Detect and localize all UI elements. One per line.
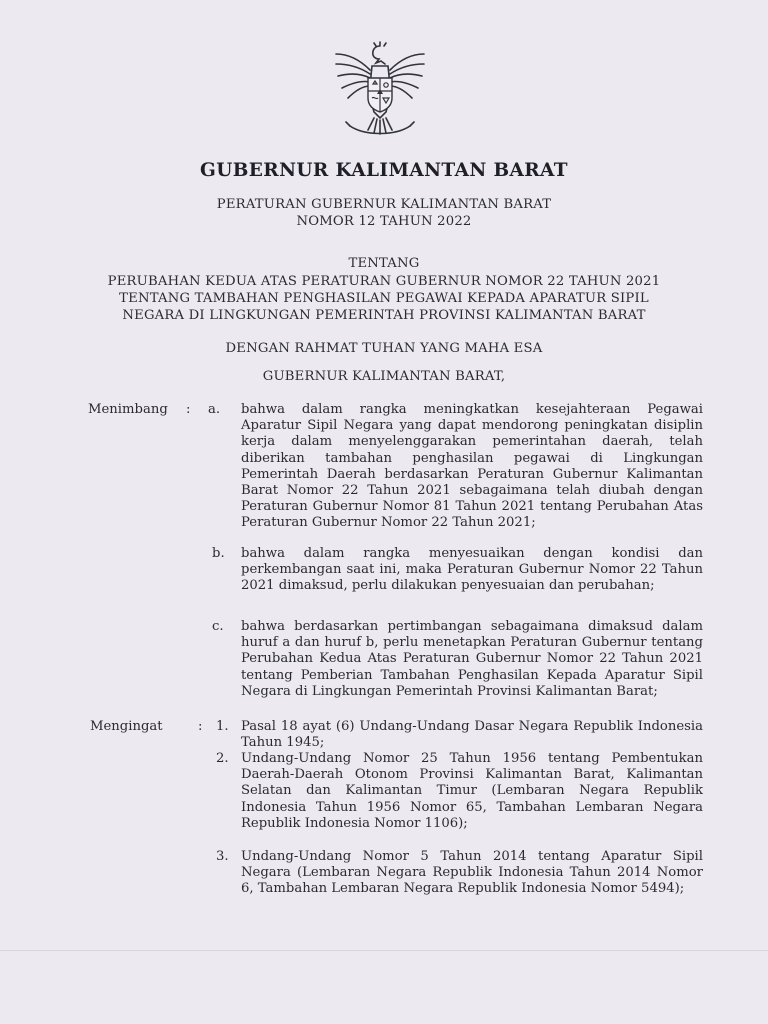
mengingat-marker-3: 3. — [216, 849, 229, 864]
issuer-line: GUBERNUR KALIMANTAN BARAT, — [262, 369, 506, 384]
garuda-emblem-icon — [330, 40, 430, 140]
menimbang-item-c: bahwa berdasarkan pertimbangan sebagaimana dimaksud dalam huruf a dan huruf b, perlu menetapkan Peraturan Gubernur tentang Perubahan Kedua Atas Peraturan Gubernur Nomor 22 Tahun 2021 tentang Pemberian Tambahan Penghasilan Kepada Aparatur Sipil Negara di Lingkungan Pemerintah Provinsi Kalimantan Barat; — [241, 619, 703, 699]
menimbang-marker-b: b. — [212, 546, 225, 561]
regulation-number: NOMOR 12 TAHUN 2022 — [296, 214, 472, 229]
regulation-heading — [0, 196, 768, 230]
menimbang-colon: : — [186, 402, 191, 417]
menimbang-marker-c: c. — [212, 619, 224, 634]
tentang-label: TENTANG — [348, 256, 420, 271]
blessing-line: DENGAN RAHMAT TUHAN YANG MAHA ESA — [225, 341, 543, 356]
menimbang-marker-a: a. — [208, 402, 221, 417]
menimbang-label: Menimbang — [88, 402, 168, 417]
subject-line: TENTANG TAMBAHAN PENGHASILAN PEGAWAI KEPADA APARATUR SIPIL — [119, 291, 649, 306]
menimbang-item-b: bahwa dalam rangka menyesuaikan dengan kondisi dan perkembangan saat ini, maka Peraturan Gubernur Nomor 22 Tahun 2021 dimaksud, perlu dilakukan penyesuaian dan perubahan; — [241, 546, 703, 594]
mengingat-label: Mengingat — [90, 719, 163, 734]
page-edge-divider — [0, 950, 768, 951]
mengingat-marker-1: 1. — [216, 719, 229, 734]
menimbang-item-a: bahwa dalam rangka meningkatkan kesejahteraan Pegawai Aparatur Sipil Negara yang dapat mendorong peningkatan disiplin kerja dalam menyelenggarakan pemerintahan daerah, telah diberikan tambahan penghasilan pegawai di Lingkungan Pemerintah Daerah berdasarkan Peraturan Gubernur Kalimantan Barat Nomor 22 Tahun 2021 sebagaimana telah diubah dengan Peraturan Gubernur Nomor 81 Tahun 2021 tentang Perubahan Atas Peraturan Gubernur Nomor 22 Tahun 2021; — [241, 402, 703, 531]
regulation-subject — [0, 273, 768, 324]
mengingat-colon: : — [198, 719, 203, 734]
mengingat-item-2: Undang-Undang Nomor 25 Tahun 1956 tentang Pembentukan Daerah-Daerah Otonom Provinsi Kalimantan Barat, Kalimantan Selatan dan Kalimantan Timur (Lembaran Negara Republik Indonesia Tahun 1956 Nomor 65, Tambahan Lembaran Negara Republik Indonesia Nomor 1106); — [241, 751, 703, 831]
subject-line: PERUBAHAN KEDUA ATAS PERATURAN GUBERNUR NOMOR 22 TAHUN 2021 — [107, 274, 661, 289]
regulation-name: PERATURAN GUBERNUR KALIMANTAN BARAT — [216, 197, 552, 212]
mengingat-item-3: Undang-Undang Nomor 5 Tahun 2014 tentang Aparatur Sipil Negara (Lembaran Negara Republik Indonesia Tahun 2014 Nomor 6, Tambahan Lembaran Negara Republik Indonesia Nomor 5494); — [241, 849, 703, 897]
authority-title: GUBERNUR KALIMANTAN BARAT — [200, 160, 568, 181]
mengingat-item-1: Pasal 18 ayat (6) Undang-Undang Dasar Negara Republik Indonesia Tahun 1945; — [241, 719, 703, 751]
mengingat-marker-2: 2. — [216, 751, 229, 766]
subject-line: NEGARA DI LINGKUNGAN PEMERINTAH PROVINSI KALIMANTAN BARAT — [122, 308, 646, 323]
